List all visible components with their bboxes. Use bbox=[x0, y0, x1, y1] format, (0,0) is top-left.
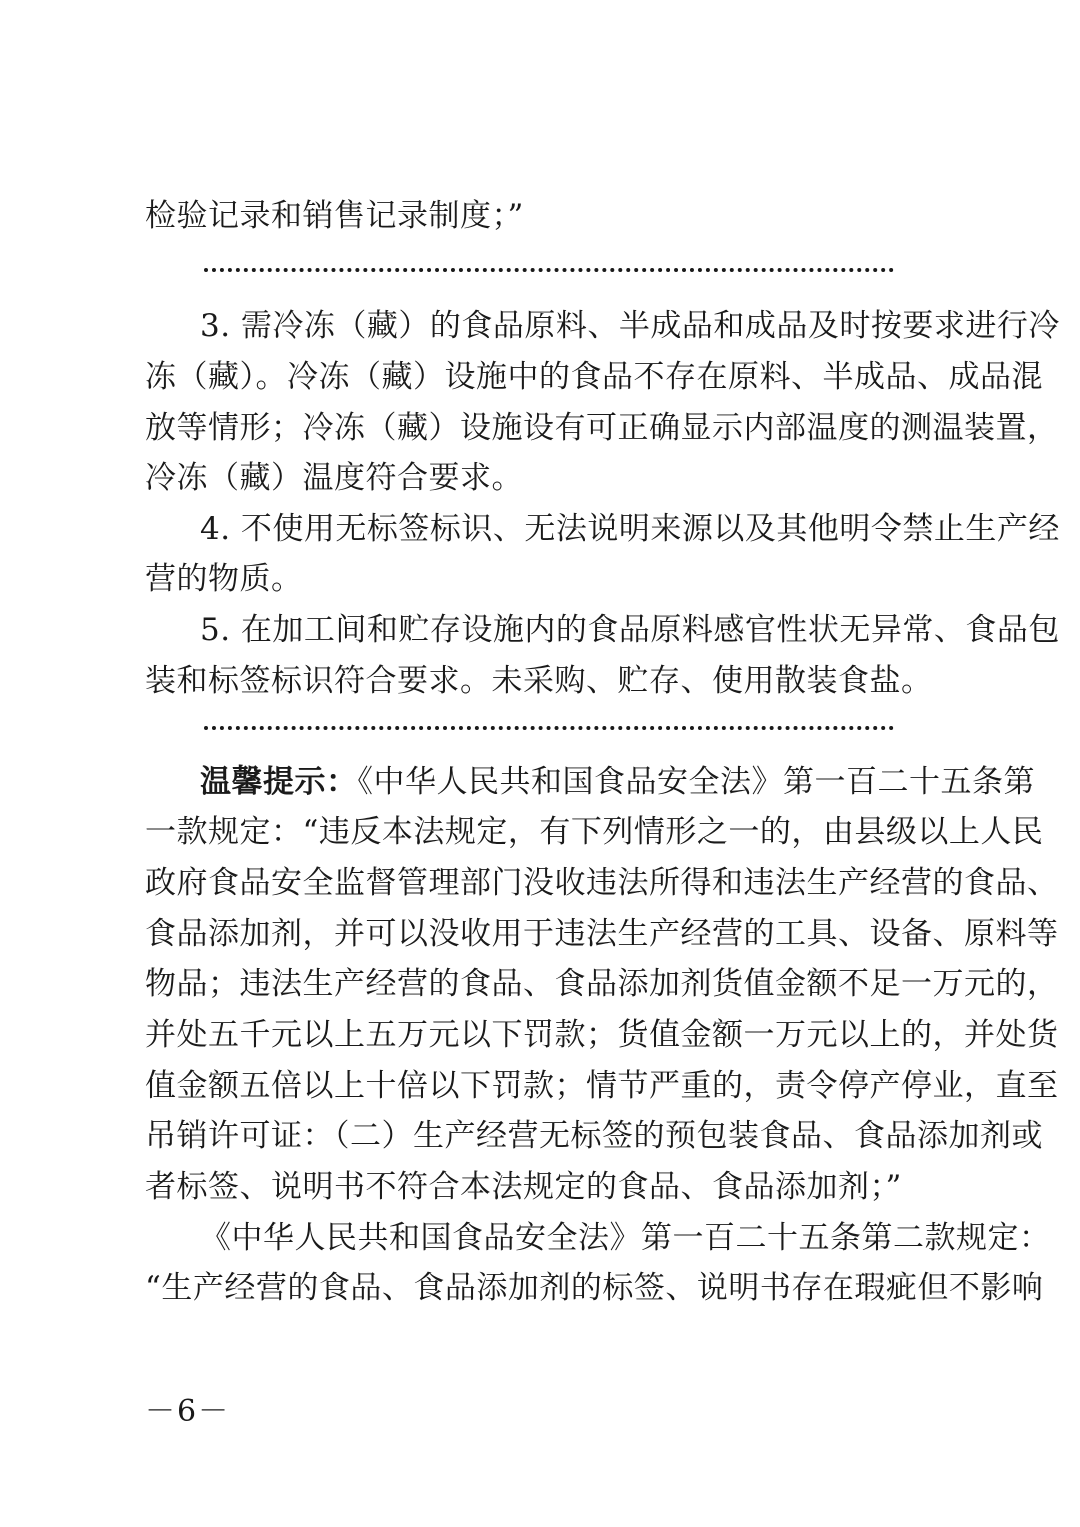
text-line: 5. 在加工间和贮存设施内的食品原料感官性状无异常、食品包 bbox=[200, 612, 1060, 648]
text-line: 物品；违法生产经营的食品、食品添加剂货值金额不足一万元的， bbox=[145, 966, 1059, 1002]
text-line: 值金额五倍以上十倍以下罚款；情节严重的，责令停产停业，直至 bbox=[145, 1068, 1059, 1104]
text-line: 检验记录和销售记录制度；” bbox=[145, 198, 524, 234]
text-line: 食品添加剂，并可以没收用于违法生产经营的工具、设备、原料等 bbox=[145, 916, 1059, 952]
text-line: 冻（藏）。冷冻（藏）设施中的食品不存在原料、半成品、成品混 bbox=[145, 359, 1043, 395]
text-line: 冷冻（藏）温度符合要求。 bbox=[145, 460, 523, 496]
text-line: 《中华人民共和国食品安全法》第一百二十五条第二款规定： bbox=[200, 1220, 1051, 1256]
text-line: 吊销许可证：（二）生产经营无标签的预包装食品、食品添加剂或 bbox=[145, 1118, 1043, 1154]
text-line: 装和标签标识符合要求。未采购、贮存、使用散装食盐。 bbox=[145, 663, 933, 699]
page-number: －6－ bbox=[145, 1394, 231, 1429]
text-line: 政府食品安全监督管理部门没收违法所得和违法生产经营的食品、 bbox=[145, 865, 1059, 901]
text-line bbox=[200, 762, 1035, 802]
tip-label: 温馨提示： bbox=[200, 764, 358, 800]
text-line: 者标签、说明书不符合本法规定的食品、食品添加剂；” bbox=[145, 1169, 902, 1205]
text-line: 放等情形；冷冻（藏）设施设有可正确显示内部温度的测温装置， bbox=[145, 410, 1059, 446]
ellipsis-divider bbox=[204, 726, 894, 730]
text-line: 一款规定：“违反本法规定，有下列情形之一的，由县级以上人民 bbox=[145, 814, 1044, 850]
text-line: 4. 不使用无标签标识、无法说明来源以及其他明令禁止生产经 bbox=[200, 511, 1060, 547]
text-line: “生产经营的食品、食品添加剂的标签、说明书存在瑕疵但不影响 bbox=[145, 1270, 1044, 1306]
tip-text: 《中华人民共和国食品安全法》第一百二十五条第 bbox=[357, 764, 1035, 800]
text-line: 并处五千元以上五万元以下罚款；货值金额一万元以上的，并处货 bbox=[145, 1017, 1059, 1053]
text-line: 营的物质。 bbox=[145, 561, 303, 597]
ellipsis-divider bbox=[204, 268, 894, 272]
text-line: 3. 需冷冻（藏）的食品原料、半成品和成品及时按要求进行冷 bbox=[200, 308, 1060, 344]
